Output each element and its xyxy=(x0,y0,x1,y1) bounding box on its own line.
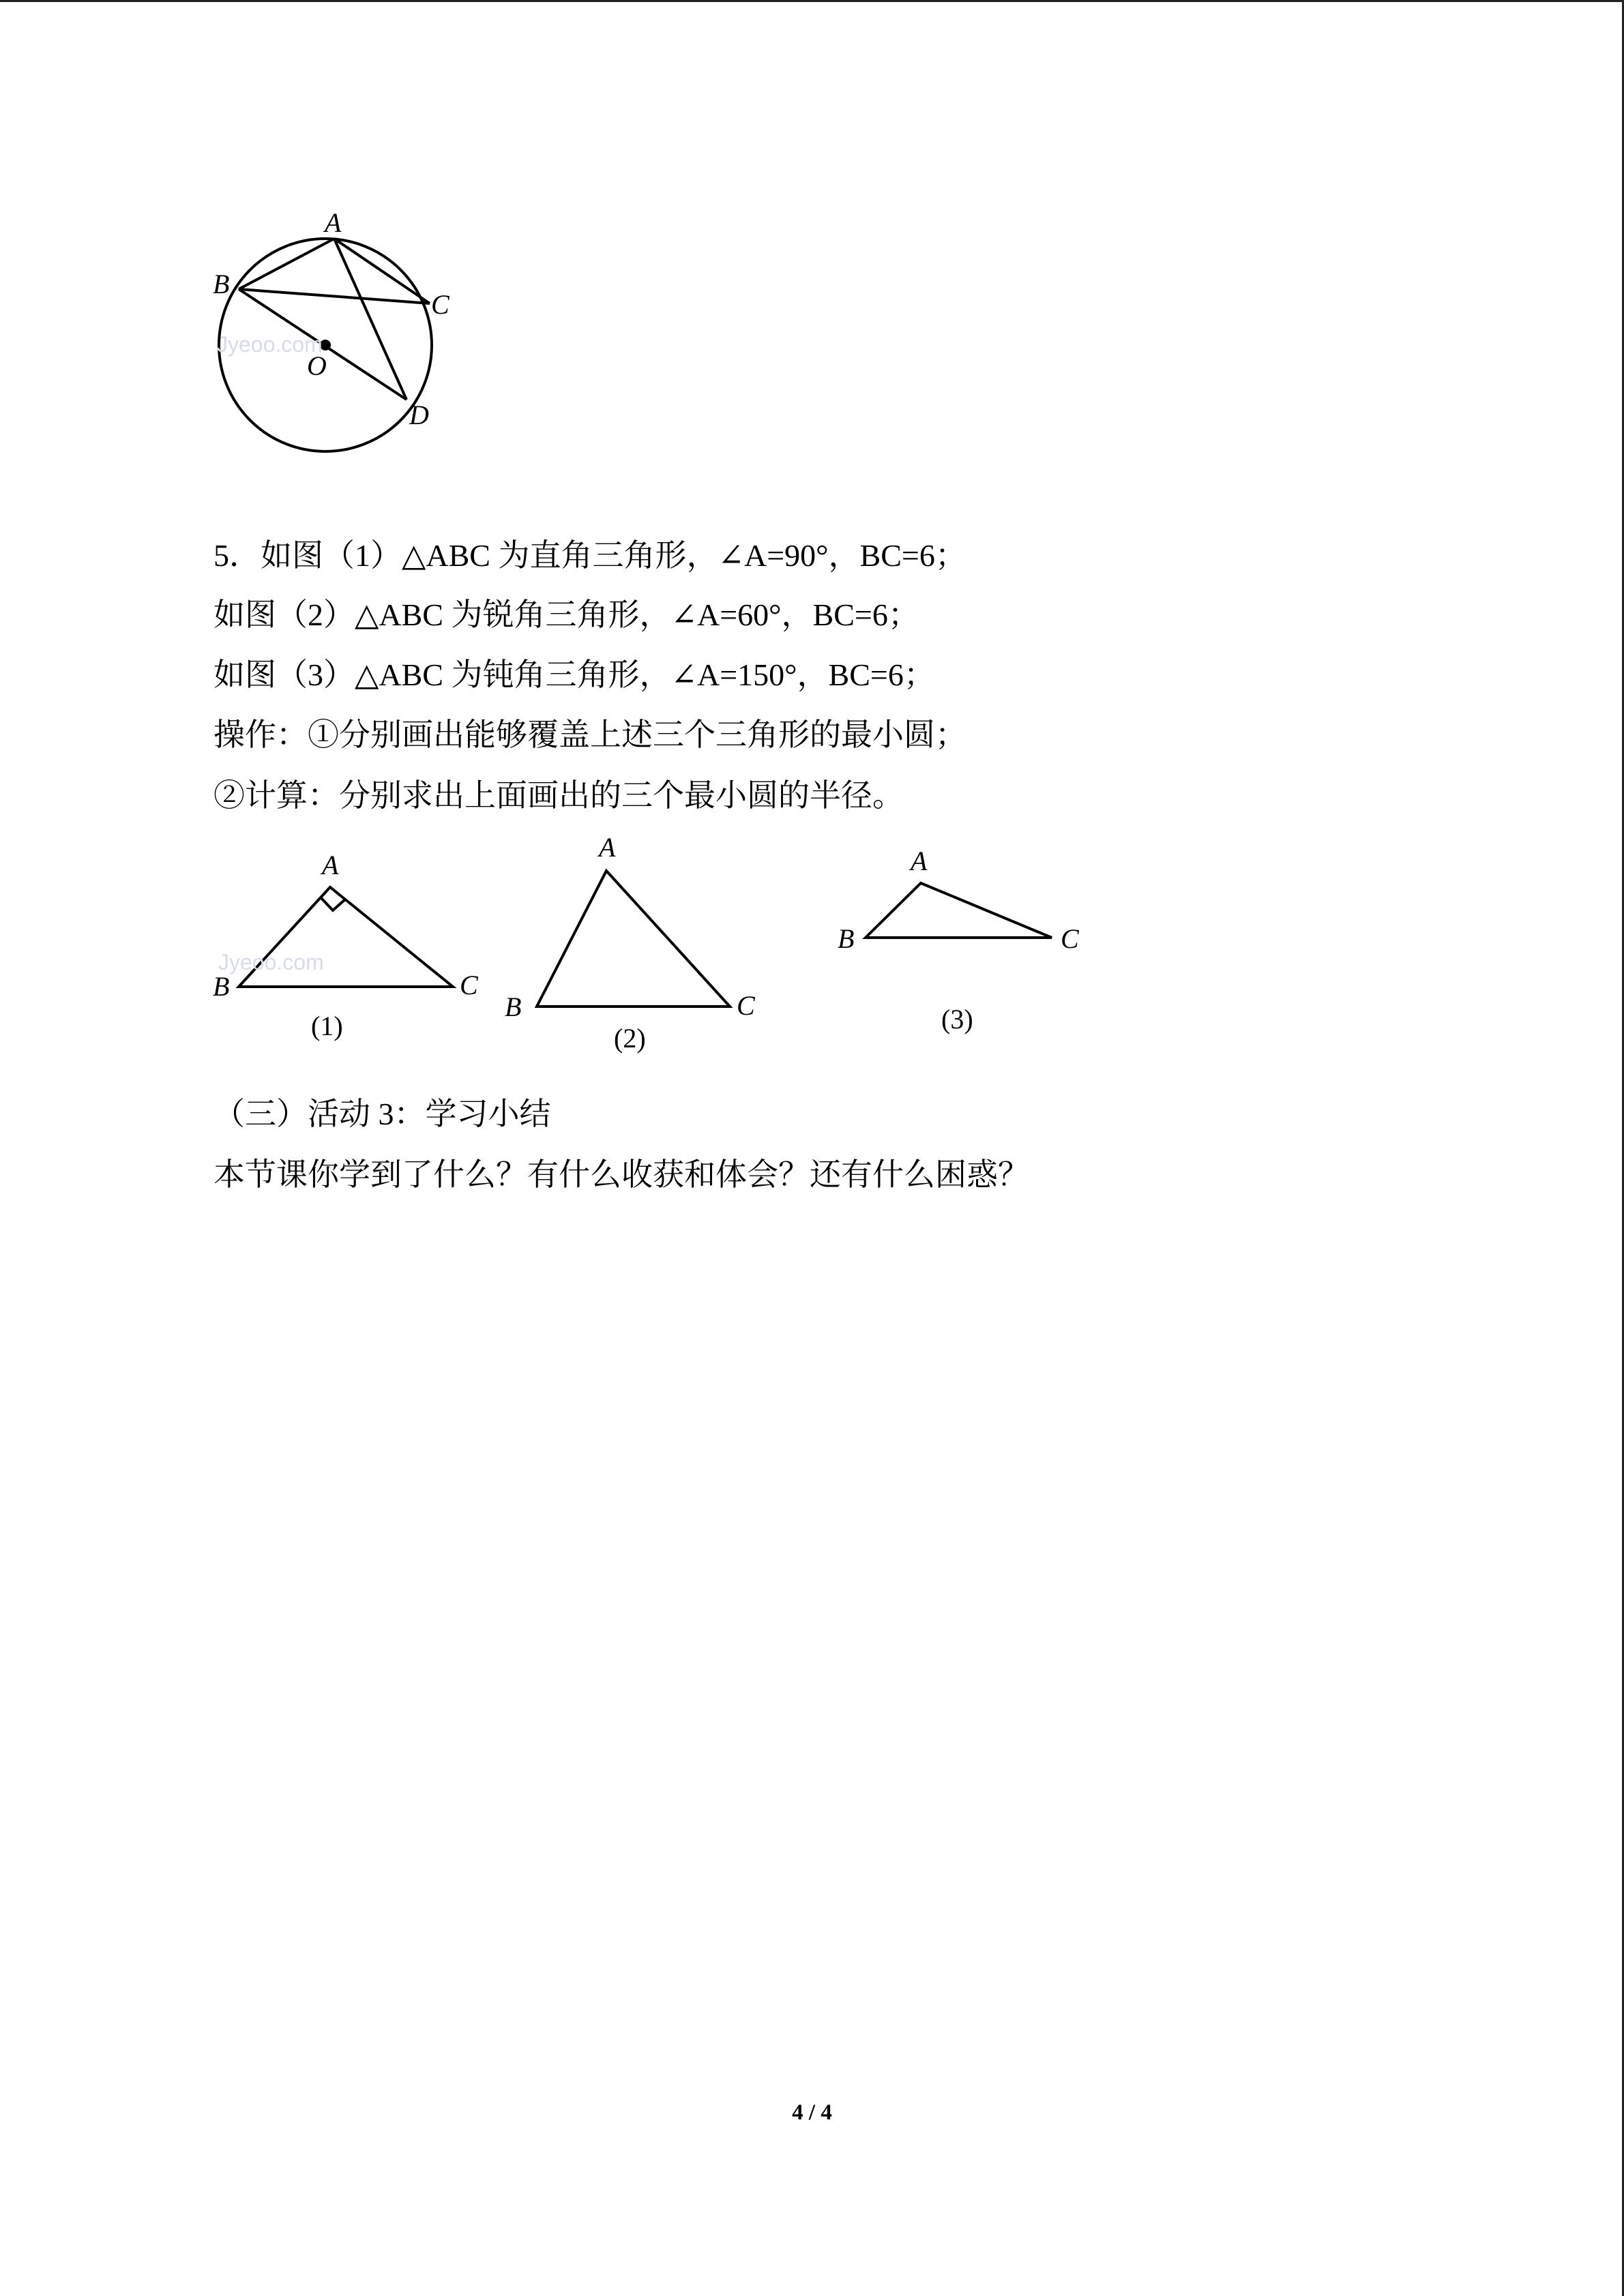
label-o: O xyxy=(307,351,327,381)
label-c: C xyxy=(460,970,478,1000)
label-c: C xyxy=(737,990,755,1021)
activity3-heading: （三）活动 3：学习小结 xyxy=(213,1097,551,1131)
watermark: Jyeoo.com xyxy=(218,950,324,974)
problem5-line2: 如图（2）△ABC 为锐角三角形，∠A=60°，BC=6； xyxy=(213,597,919,632)
label-c: C xyxy=(431,289,449,320)
label-b: B xyxy=(505,992,522,1022)
label-a: A xyxy=(325,207,342,238)
label-d: D xyxy=(409,400,429,430)
label-b: B xyxy=(213,269,230,299)
problem5-line5: ②计算：分别求出上面画出的三个最小圆的半径。 xyxy=(213,778,904,813)
caption-3: (3) xyxy=(941,1004,973,1034)
label-b: B xyxy=(838,923,855,954)
label-a: A xyxy=(599,832,616,863)
problem5-line3: 如图（3）△ABC 为钝角三角形，∠A=150°，BC=6； xyxy=(213,657,935,692)
watermark: Jyeoo.com xyxy=(217,332,323,357)
label-c: C xyxy=(1061,923,1079,954)
problem5-line4: 操作：①分别画出能够覆盖上述三个三角形的最小圆； xyxy=(213,717,966,752)
label-a: A xyxy=(322,850,339,880)
label-a: A xyxy=(911,846,928,876)
triangle-2 xyxy=(537,871,730,1007)
triangle-figure-1 xyxy=(205,846,505,1050)
page-number: 4 / 4 xyxy=(792,2100,832,2125)
caption-2: (2) xyxy=(614,1023,646,1054)
label-b: B xyxy=(213,971,230,1002)
triangle-3 xyxy=(866,883,1052,938)
triangle-figure-2 xyxy=(491,825,778,1064)
caption-1: (1) xyxy=(311,1011,343,1041)
right-angle-mark xyxy=(321,897,345,910)
problem5-line1: 5．如图（1）△ABC 为直角三角形，∠A=90°，BC=6； xyxy=(213,538,966,573)
triangle-figure-3 xyxy=(825,839,1098,1043)
segment-bc xyxy=(239,289,430,303)
circle-figure xyxy=(205,205,477,450)
activity3-question: 本节课你学到了什么？有什么收获和体会？还有什么困惑？ xyxy=(213,1157,1029,1192)
